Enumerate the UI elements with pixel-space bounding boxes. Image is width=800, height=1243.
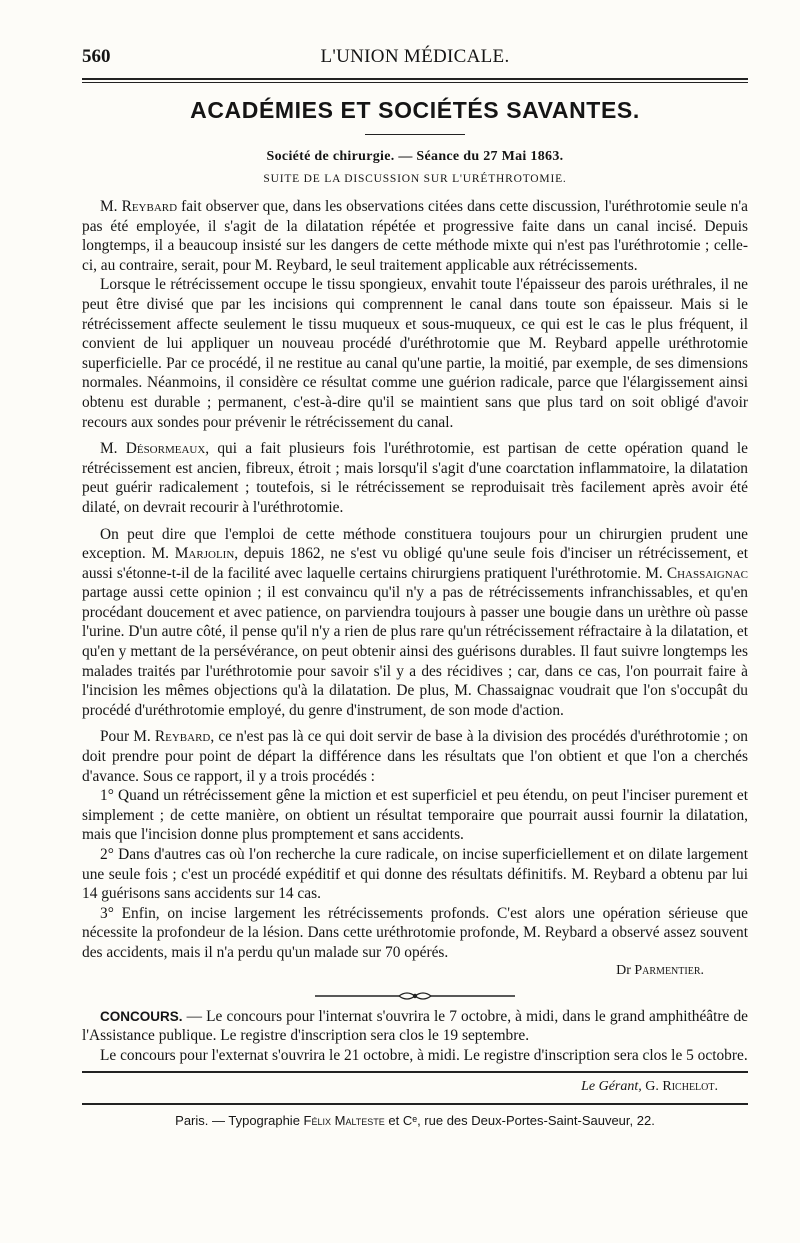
paragraph-three-procedures: Pour M. Reybard, ce n'est pas là ce qui doit servir de base à la division des procédés d'uréthrotomie ; on doit prendre pour point de départ la différence dans les résultats que l'on obtient et que l'on a cherchés d'avance. Sous ce rapport, il y a trois procédés : bbox=[82, 728, 748, 785]
journal-page bbox=[82, 40, 748, 1128]
paragraph-marjolin-chassaignac: On peut dire que l'emploi de cette méthode constituera toujours pour un chirurgien prudent une exception. M. Marjolin, depuis 1862, ne s'est vu obligé qu'une seule fois d'inciser un rétrécissement, et aussi s'étonne-t-il de la facilité avec laquelle certains chirurgiens pratiquent l'uréthrotomie. M. Chassaignac partage aussi cette opinion ; il est convaincu qu'il n'y a pas de rétrécissements infranchissables, et qu'en procédant doucement et avec patience, on parviendra toujours à passer une bougie dans un urèthre où passe l'urine. D'un autre côté, il pense qu'il n'y a rien de plus rare qu'un rétrécissement réfractaire à la dilatation, et qu'en y mettant de la persévérance, on peut obtenir ainsi des guérisons durables. Il faut suivre longtemps les malades traités par l'uréthrotomie pour savoir s'il y a des récidives ; car, dans ce cas, l'on pourrait faire à l'incision les mêmes objections qu'à la dilatation. De plus, M. Chassaignac voudrait que l'on s'occupât du procédé d'uréthrotomie employé, du genre d'instrument, de son mode d'action. bbox=[82, 525, 748, 719]
closing-rule bbox=[82, 1071, 748, 1073]
discussion-subheading: SUITE DE LA DISCUSSION SUR L'URÉTHROTOMIE. bbox=[263, 173, 567, 185]
paragraph-desormeaux: M. Désormeaux, qui a fait plusieurs fois l'uréthrotomie, est partisan de cette opération quand le rétrécissement est ancien, fibreux, étroit ; mais lorsqu'il s'agit d'une coarctation inflammatoire, la dilatation peut guérir radicalement ; toutefois, si le rétrécissement se reproduisait très facilement après avoir été dilaté, on devrait recourir à l'uréthrotomie. bbox=[82, 440, 748, 516]
paragraph-retrecissement: Lorsque le rétrécissement occupe le tissu spongieux, envahit toute l'épaisseur des parois uréthrales, il ne peut être divisé que par les incisions qui comprennent le canal dans toute son épaisseur. Mais si le rétrécissement affecte seulement le tissu muqueux et sous-muqueux, ce qui est le cas le plus fréquent, il convient de lui appliquer un nouveau procédé d'uréthrotomie que M. Reybard appelle uréthrotomie superficielle. Par ce procédé, il ne restitue au canal qu'une partie, la moitié, par exemple, de ses dimensions normales. Néanmoins, il considère ce résultat comme une guérion radicale, parce que l'élargissement ainsi obtenu est durable ; permanent, c'est-à-dire qu'il se maintient sans que plus tard on soit obligé d'avoir recours aux sondes pour prévenir le rétrécissement du canal. bbox=[82, 276, 748, 431]
speaker-name: Marjolin bbox=[174, 545, 235, 563]
printer-imprint: Paris. — Typographie Félix Malteste et Cᵉ, rue des Deux-Portes-Saint-Sauveur, 22. bbox=[175, 1113, 655, 1129]
procedure-item-1: 1° Quand un rétrécissement gêne la miction et est superficiel et peu étendu, on peut l'inciser purement et simplement ; de cette manière, on obtient un résultat temporaire que pourrait aussi fournir la dilatation, mais que l'incision donne plus promptement et sans accidents. bbox=[82, 787, 748, 844]
gerant-line: Le Gérant, G. Richelot. bbox=[581, 1079, 718, 1095]
procedure-item-2: 2° Dans d'autres cas où l'on recherche la cure radicale, on incise superficiellement et on dilate largement une seule fois ; c'est un procédé expéditif et qui donne des résultats définitifs. M. Reybard a obtenu par lui 14 guérisons sans accidents sur 14 cas. bbox=[82, 846, 748, 903]
speaker-name: Chassaignac bbox=[666, 564, 748, 582]
ornamental-divider-icon bbox=[315, 989, 515, 1003]
page-number: 560 bbox=[82, 46, 111, 67]
concours-internat: CONCOURS. — Le concours pour l'internat s'ouvrira le 7 octobre, à midi, dans le grand amphithéâtre de l'Assistance publique. Le registre d'inscription sera clos le 19 septembre. bbox=[82, 1007, 748, 1045]
speaker-name: Reybard bbox=[154, 728, 211, 746]
session-heading: Société de chirurgie. — Séance du 27 Mai 1863. bbox=[266, 149, 564, 164]
section-title: ACADÉMIES ET SOCIÉTÉS SAVANTES. bbox=[190, 97, 640, 123]
title-divider bbox=[365, 134, 465, 135]
concours-label: CONCOURS. bbox=[100, 1008, 183, 1024]
speaker-name: M. Reybard bbox=[100, 198, 178, 215]
concours-externat: Le concours pour l'externat s'ouvrira le 21 octobre, à midi. Le registre d'inscription sera clos le 5 octobre. bbox=[100, 1046, 748, 1064]
page-header bbox=[82, 40, 748, 76]
article-body bbox=[82, 197, 748, 979]
journal-title: L'UNION MÉDICALE. bbox=[320, 46, 510, 67]
header-rule bbox=[82, 78, 748, 83]
author-signature: Dr Parmentier. bbox=[616, 962, 704, 978]
footer-rule bbox=[82, 1103, 748, 1105]
speaker-name: M. Désormeaux bbox=[100, 440, 206, 458]
procedure-item-3: 3° Enfin, on incise largement les rétrécissements profonds. C'est alors une opération sérieuse que nécessite la profondeur de la lésion. Dans cette uréthrotomie profonde, M. Reybard a observé assez souvent des accidents, mais il n'a perdu qu'un malade sur 70 opérés. bbox=[82, 904, 748, 961]
paragraph-reybard: M. Reybard fait observer que, dans les observations citées dans cette discussion, l'uréthrotomie seule n'a pas été employée, il s'agit de la dilatation répétée et progressive faite dans un canal incisé. Depuis longtemps, il a beaucoup insisté sur les dangers de cette méthode mixte qui n'est pas l'uréthrotomie ; celle-ci, au contraire, serait, pour M. Reybard, le seul traitement applicable aux rétrécissements. bbox=[82, 198, 748, 274]
